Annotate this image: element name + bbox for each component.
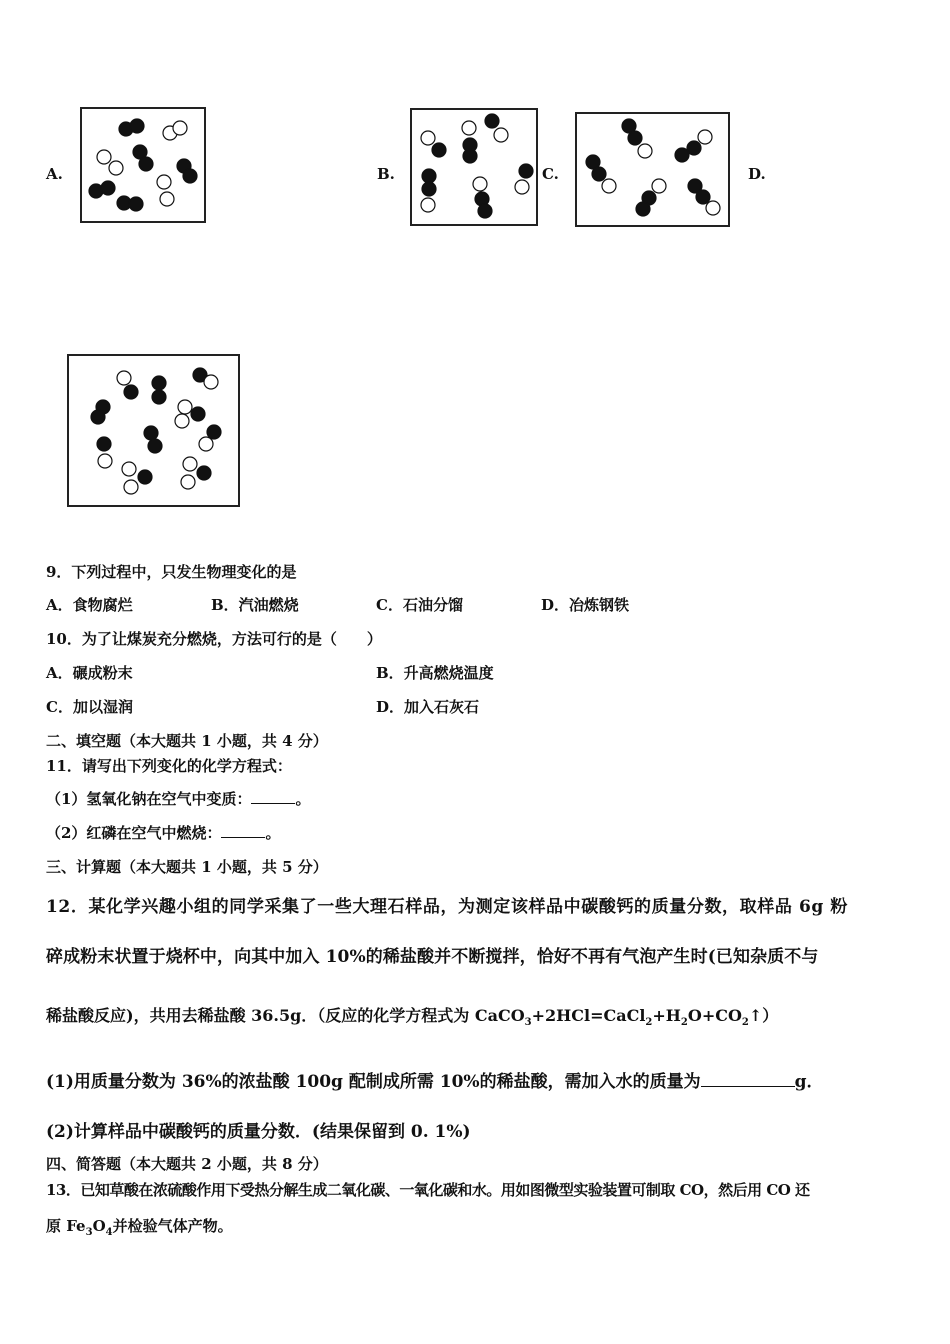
- subscript: 2: [645, 1017, 653, 1029]
- subscript: 4: [105, 1227, 113, 1238]
- option-b-label: B.: [377, 165, 395, 183]
- molecule-diagram-a: [80, 107, 206, 223]
- question-12-line-3-text-e: ↑）: [748, 1006, 779, 1025]
- question-12-line-3-text-c: +H: [652, 1006, 681, 1025]
- question-12-line-3-text-b: +2HCl=CaCl: [531, 1006, 646, 1025]
- option-a-label: A.: [46, 165, 63, 183]
- question-9-stem: 9．下列过程中，只发生物理变化的是: [46, 563, 297, 581]
- section-2-heading: 二、填空题（本大题共 1 小题，共 4 分）: [46, 732, 328, 750]
- section-3-heading: 三、计算题（本大题共 1 小题，共 5 分）: [46, 858, 328, 876]
- question-10-option-a: A．碾成粉末: [46, 664, 133, 682]
- question-12-line-2: 碎成粉末状置于烧杯中，向其中加入 10%的稀盐酸并不断搅拌，恰好不再有气泡产生时(已知杂质不与: [46, 947, 819, 967]
- question-12-line-3-text-a: 稀盐酸反应)，共用去稀盐酸 36.5g．（反应的化学方程式为 CaCO: [46, 1006, 525, 1025]
- question-10-stem: 10．为了让煤炭充分燃烧，方法可行的是（ ）: [46, 630, 382, 648]
- question-10-option-b: B．升高燃烧温度: [376, 664, 494, 682]
- question-11-part-2-text: （2）红磷在空气中燃烧：: [46, 824, 222, 842]
- answer-blank[interactable]: [251, 803, 295, 804]
- subscript: 2: [741, 1017, 749, 1029]
- question-12-line-3-text-d: O+CO: [687, 1006, 742, 1025]
- question-9-option-c: C．石油分馏: [376, 596, 463, 614]
- question-10-option-d: D．加入石灰石: [376, 698, 480, 716]
- answer-blank[interactable]: [221, 837, 265, 838]
- question-12-sub-2: (2)计算样品中碳酸钙的质量分数．(结果保留到 0. 1%): [46, 1122, 471, 1142]
- molecule-diagram-d-figure: [69, 356, 238, 505]
- question-10-option-c: C．加以湿润: [46, 698, 133, 716]
- molecule-diagram-d: [67, 354, 240, 507]
- question-12-sub-1-text: (1)用质量分数为 36%的浓盐酸 100g 配制成所需 10%的稀盐酸，需加入水的质量为: [46, 1072, 701, 1092]
- molecule-diagram-b-figure: [412, 110, 536, 224]
- question-13-line-2-text-b: O: [92, 1217, 106, 1235]
- option-c-label: C.: [542, 165, 559, 183]
- option-d-label: D.: [748, 165, 766, 183]
- question-13-line-2: [46, 1215, 233, 1238]
- answer-blank[interactable]: [701, 1086, 795, 1087]
- question-12-line-3: [46, 1003, 778, 1028]
- molecule-diagram-a-figure: [82, 109, 204, 221]
- subscript: 3: [85, 1227, 93, 1238]
- question-9-option-a: A．食物腐烂: [46, 596, 133, 614]
- question-12-sub-1: [46, 1067, 823, 1092]
- question-11-part-1-end: 。: [295, 790, 311, 808]
- molecule-diagram-b: [410, 108, 538, 226]
- question-11-part-1-text: （1）氢氧化钠在空气中变质：: [46, 790, 252, 808]
- section-4-heading: 四、简答题（本大题共 2 小题，共 8 分）: [46, 1155, 328, 1173]
- question-9-option-d: D．冶炼钢铁: [541, 596, 630, 614]
- question-13-line-1: 13．已知草酸在浓硫酸作用下受热分解生成二氧化碳、一氧化碳和水。用如图微型实验装置可制取 CO，然后用 CO 还: [46, 1181, 810, 1199]
- question-11-stem: 11．请写出下列变化的化学方程式：: [46, 757, 292, 775]
- question-13-line-2-text-c: 并检验气体产物。: [112, 1217, 233, 1235]
- question-11-part-1: [46, 788, 310, 809]
- subscript: 2: [680, 1017, 688, 1029]
- question-11-part-2-end: 。: [265, 824, 281, 842]
- question-9-option-b: B．汽油燃烧: [211, 596, 299, 614]
- molecule-diagram-c: [575, 112, 730, 227]
- subscript: 3: [524, 1017, 532, 1029]
- question-12-line-1: 12．某化学兴趣小组的同学采集了一些大理石样品，为测定该样品中碳酸钙的质量分数，取样品 6g 粉: [46, 897, 849, 917]
- question-13-line-2-text-a: 原 Fe: [46, 1217, 86, 1235]
- question-11-part-2: [46, 822, 280, 843]
- question-12-sub-1-end: g．: [794, 1072, 824, 1092]
- molecule-diagram-c-figure: [577, 114, 728, 225]
